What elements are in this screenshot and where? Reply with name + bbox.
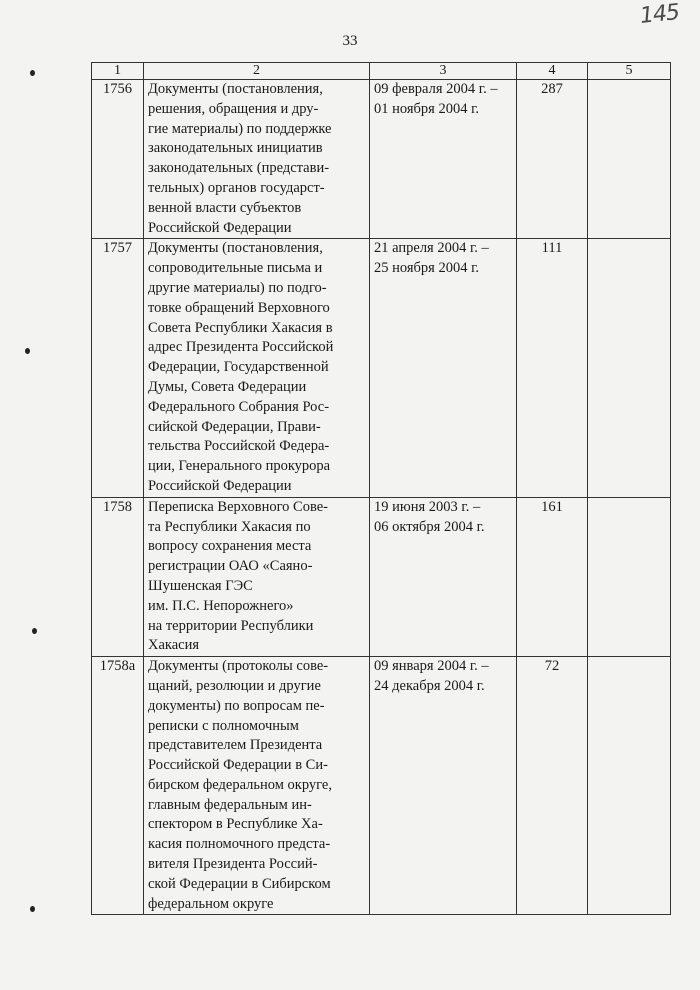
header-col-1: 1 <box>92 63 144 80</box>
item-number: 1758а <box>92 657 144 915</box>
table-row <box>92 239 671 497</box>
item-dates: 09 января 2004 г. – 24 декабря 2004 г. <box>370 657 517 915</box>
item-note <box>588 80 671 239</box>
item-number: 1756 <box>92 80 144 239</box>
header-col-2: 2 <box>144 63 370 80</box>
header-col-5: 5 <box>588 63 671 80</box>
item-number: 1757 <box>92 239 144 497</box>
table-row <box>92 497 671 656</box>
item-dates: 21 апреля 2004 г. – 25 ноября 2004 г. <box>370 239 517 497</box>
table-row <box>92 80 671 239</box>
item-title: Документы (постановления, решения, обращения и дру- гие материалы) по поддержке законодательных инициатив законодательных (представи- тельных) органов государст- венной власти субъектов Российской Федерации <box>144 80 370 239</box>
item-dates: 19 июня 2003 г. – 06 октября 2004 г. <box>370 497 517 656</box>
item-sheet-count: 72 <box>517 657 588 915</box>
header-col-4: 4 <box>517 63 588 80</box>
item-sheet-count: 111 <box>517 239 588 497</box>
header-col-3: 3 <box>370 63 517 80</box>
item-title: Переписка Верховного Сове- та Республики Хакасия по вопросу сохранения места регистрации ОАО «Саяно- Шушенская ГЭС им. П.С. Непорожнего» на территории Республики Хакасия <box>144 497 370 656</box>
item-sheet-count: 161 <box>517 497 588 656</box>
handwritten-sheet-number: 145 <box>638 0 681 29</box>
punch-hole-mark <box>25 348 30 354</box>
page-number: 33 <box>342 33 358 49</box>
punch-hole-mark <box>30 70 35 76</box>
item-title: Документы (постановления, сопроводительные письма и другие материалы) по подго- товке обращений Верховного Совета Республики Хакасия в адрес Президента Российской Федерации, Государственной Думы, Совета Федерации Федерального Собрания Рос- сийской Федерации, Прави- тельства Российской Федера- ции, Генерального прокурора Российской Федерации <box>144 239 370 497</box>
item-note <box>588 657 671 915</box>
item-note <box>588 497 671 656</box>
punch-hole-mark <box>32 628 37 634</box>
item-note <box>588 239 671 497</box>
table-row <box>92 657 671 915</box>
document-register-table <box>91 62 671 915</box>
item-sheet-count: 287 <box>517 80 588 239</box>
punch-hole-mark <box>30 906 35 912</box>
item-dates: 09 февраля 2004 г. – 01 ноября 2004 г. <box>370 80 517 239</box>
item-number: 1758 <box>92 497 144 656</box>
table-header-row <box>92 63 671 80</box>
item-title: Документы (протоколы сове- щаний, резолюции и другие документы) по вопросам пе- реписки с полномочным представителем Президента Российской Федерации в Си- бирском федеральном округе, главным федеральным ин- спектором в Республике Ха- касия полномочного предста- вителя Президента Россий- ской Федерации в Сибирском федеральном округе <box>144 657 370 915</box>
